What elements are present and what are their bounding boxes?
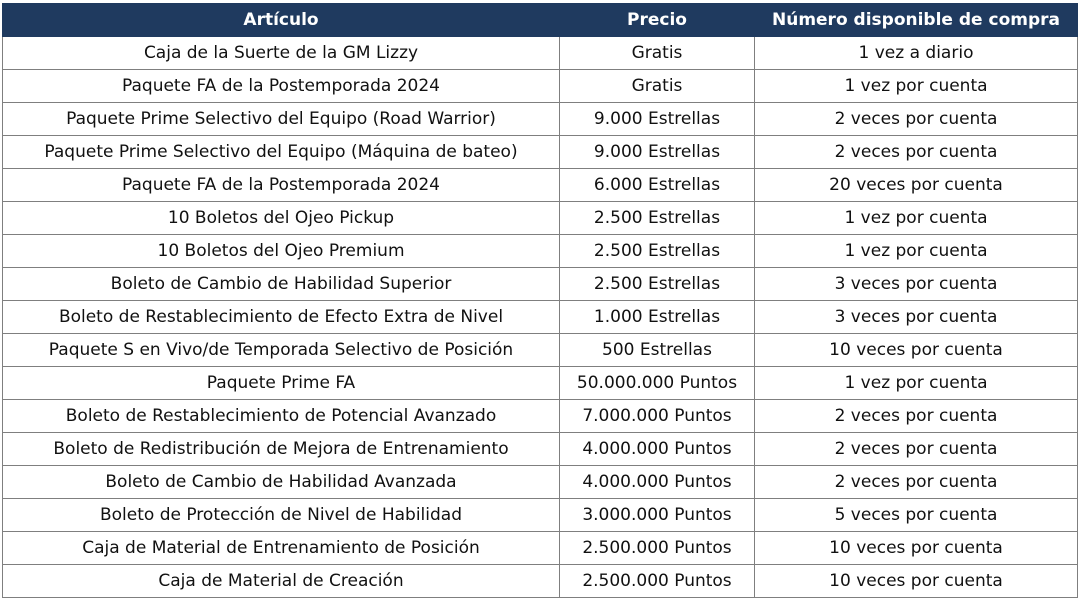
price-cell: 2.500 Estrellas [560, 268, 755, 301]
table-row [3, 499, 1078, 532]
availability-cell: 2 veces por cuenta [755, 136, 1078, 169]
item-cell: 10 Boletos del Ojeo Premium [3, 235, 560, 268]
availability-cell: 3 veces por cuenta [755, 268, 1078, 301]
item-cell: Paquete FA de la Postemporada 2024 [3, 70, 560, 103]
table-row [3, 466, 1078, 499]
availability-cell: 3 veces por cuenta [755, 301, 1078, 334]
item-cell: Paquete FA de la Postemporada 2024 [3, 169, 560, 202]
availability-cell: 10 veces por cuenta [755, 334, 1078, 367]
table-row [3, 334, 1078, 367]
price-cell: Gratis [560, 37, 755, 70]
price-cell: 6.000 Estrellas [560, 169, 755, 202]
table-header [3, 4, 1078, 37]
table-row [3, 367, 1078, 400]
availability-cell: 1 vez por cuenta [755, 202, 1078, 235]
availability-cell: 1 vez por cuenta [755, 235, 1078, 268]
item-cell: Caja de la Suerte de la GM Lizzy [3, 37, 560, 70]
price-cell: 500 Estrellas [560, 334, 755, 367]
item-cell: Paquete Prime FA [3, 367, 560, 400]
availability-cell: 1 vez por cuenta [755, 367, 1078, 400]
price-cell: 2.500.000 Puntos [560, 532, 755, 565]
price-cell: 3.000.000 Puntos [560, 499, 755, 532]
price-cell: 2.500 Estrellas [560, 202, 755, 235]
availability-cell: 2 veces por cuenta [755, 400, 1078, 433]
availability-cell: 10 veces por cuenta [755, 532, 1078, 565]
purchase-table-container [2, 3, 1078, 598]
table-row [3, 532, 1078, 565]
price-cell: 1.000 Estrellas [560, 301, 755, 334]
header-availability: Número disponible de compra [755, 4, 1078, 37]
item-cell: Paquete Prime Selectivo del Equipo (Road Warrior) [3, 103, 560, 136]
item-cell: Boleto de Restablecimiento de Efecto Extra de Nivel [3, 301, 560, 334]
price-cell: Gratis [560, 70, 755, 103]
item-cell: Paquete Prime Selectivo del Equipo (Máquina de bateo) [3, 136, 560, 169]
price-cell: 9.000 Estrellas [560, 136, 755, 169]
table-row [3, 400, 1078, 433]
table-row [3, 37, 1078, 70]
availability-cell: 1 vez a diario [755, 37, 1078, 70]
price-cell: 2.500.000 Puntos [560, 565, 755, 598]
price-cell: 4.000.000 Puntos [560, 466, 755, 499]
item-cell: Boleto de Cambio de Habilidad Superior [3, 268, 560, 301]
table-row [3, 433, 1078, 466]
header-row [3, 4, 1078, 37]
availability-cell: 2 veces por cuenta [755, 466, 1078, 499]
item-cell: Boleto de Restablecimiento de Potencial Avanzado [3, 400, 560, 433]
purchase-table [2, 3, 1078, 598]
availability-cell: 10 veces por cuenta [755, 565, 1078, 598]
item-cell: Boleto de Cambio de Habilidad Avanzada [3, 466, 560, 499]
item-cell: Caja de Material de Entrenamiento de Posición [3, 532, 560, 565]
item-cell: 10 Boletos del Ojeo Pickup [3, 202, 560, 235]
table-row [3, 70, 1078, 103]
table-row [3, 565, 1078, 598]
table-row [3, 202, 1078, 235]
header-item: Artículo [3, 4, 560, 37]
table-row [3, 169, 1078, 202]
table-row [3, 235, 1078, 268]
availability-cell: 2 veces por cuenta [755, 103, 1078, 136]
price-cell: 50.000.000 Puntos [560, 367, 755, 400]
availability-cell: 20 veces por cuenta [755, 169, 1078, 202]
item-cell: Caja de Material de Creación [3, 565, 560, 598]
availability-cell: 5 veces por cuenta [755, 499, 1078, 532]
table-row [3, 268, 1078, 301]
price-cell: 7.000.000 Puntos [560, 400, 755, 433]
price-cell: 2.500 Estrellas [560, 235, 755, 268]
table-body [3, 37, 1078, 598]
table-row [3, 136, 1078, 169]
table-row [3, 301, 1078, 334]
availability-cell: 2 veces por cuenta [755, 433, 1078, 466]
availability-cell: 1 vez por cuenta [755, 70, 1078, 103]
price-cell: 4.000.000 Puntos [560, 433, 755, 466]
item-cell: Boleto de Protección de Nivel de Habilidad [3, 499, 560, 532]
item-cell: Boleto de Redistribución de Mejora de Entrenamiento [3, 433, 560, 466]
header-price: Precio [560, 4, 755, 37]
price-cell: 9.000 Estrellas [560, 103, 755, 136]
table-row [3, 103, 1078, 136]
item-cell: Paquete S en Vivo/de Temporada Selectivo de Posición [3, 334, 560, 367]
